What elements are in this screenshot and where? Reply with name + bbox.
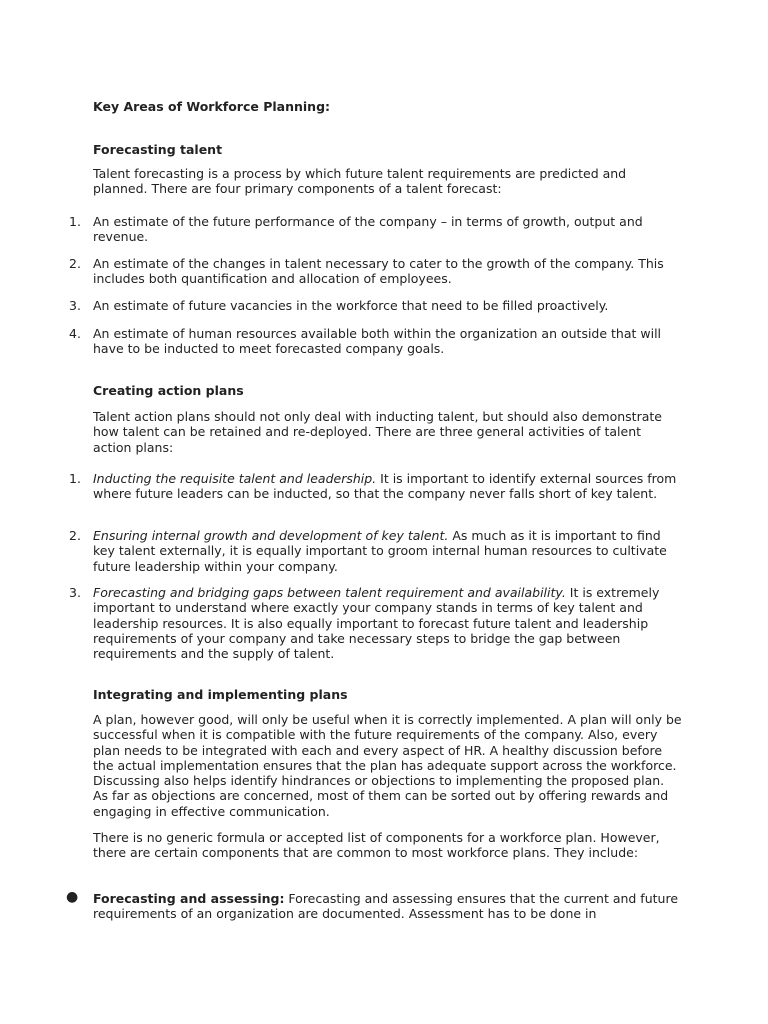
list-item — [69, 528, 683, 574]
list-item-text: An estimate of the future performance of the company – in terms of growth, output and revenue. — [93, 214, 643, 245]
list-item — [69, 298, 683, 313]
list-item — [69, 326, 683, 357]
list-item — [69, 256, 683, 287]
list-item-lead: Inducting the requisite talent and leadership. — [93, 471, 377, 486]
section-intro-forecasting-talent: Talent forecasting is a process by which future talent requirements are predicted and planned. There are four primary components of a talent forecast: — [93, 166, 627, 197]
list-item — [69, 585, 683, 662]
list-item-text: An estimate of the changes in talent necessary to cater to the growth of the company. This includes both quantification and allocation of employees. — [93, 256, 664, 287]
list-number: 2. — [69, 256, 81, 271]
list-number: 4. — [69, 326, 81, 341]
section-paragraph: A plan, however good, will only be useful when it is correctly implemented. A plan will only be successful when it is compatible with the future requirements of the company. Also, every plan needs to be integrated with each and every aspect of HR. A healthy discussion before the actual implementation ensures that the plan has adequate support across the workforce. Discussing also helps identify hindrances or objections to implementing the proposed plan. As far as objections are concerned, most of them can be sorted out by offering rewards and engaging in effective communication. — [93, 712, 682, 819]
list-number: 2. — [69, 528, 81, 543]
list-item-text: It is extremely important to understand where exactly your company stands in terms of key talent and leadership resources. It is also equally important to forecast future talent and leadership requirements of your company and take necessary steps to bridge the gap between requirements and the supply of talent. — [93, 585, 660, 662]
list-item-text: An estimate of human resources available both within the organization an outside that will have to be inducted to meet forecasted company goals. — [93, 326, 662, 357]
section-heading-creating-action-plans: Creating action plans — [93, 383, 244, 398]
list-number: 3. — [69, 585, 81, 600]
list-number: 1. — [69, 214, 81, 229]
bullet-item-text: Forecasting and assessing ensures that the current and future requirements of an organization are documented. Assessment has to be done in — [93, 891, 679, 922]
list-item-text: It is important to identify external sources from where future leaders can be inducted, so that the company never falls short of key talent. — [93, 471, 677, 502]
list-item — [69, 471, 683, 502]
section-heading-integrating-plans: Integrating and implementing plans — [93, 687, 348, 702]
list-item-text: As much as it is important to find key talent externally, it is equally important to groom internal human resources to cultivate future leadership within your company. — [93, 528, 667, 574]
list-number: 1. — [69, 471, 81, 486]
list-number: 3. — [69, 298, 81, 313]
document-title: Key Areas of Workforce Planning: — [93, 99, 331, 114]
section-paragraph: There is no generic formula or accepted list of components for a workforce plan. However, there are certain components that are common to most workforce plans. They include: — [93, 830, 660, 861]
list-item-lead: Ensuring internal growth and development of key talent. — [93, 528, 449, 543]
section-intro-creating-action-plans: Talent action plans should not only deal with inducting talent, but should also demonstrate how talent can be retained and re-deployed. There are three general activities of talent action plans: — [93, 409, 662, 455]
section-heading-forecasting-talent: Forecasting talent — [93, 142, 223, 157]
list-item — [69, 214, 683, 245]
bullet-item — [66, 889, 683, 922]
bullet-item-lead: Forecasting and assessing: — [93, 891, 285, 906]
list-item-text: An estimate of future vacancies in the workforce that need to be filled proactively. — [93, 298, 609, 313]
list-item-lead: Forecasting and bridging gaps between talent requirement and availability. — [93, 585, 566, 600]
bullet-icon: ● — [66, 889, 79, 905]
